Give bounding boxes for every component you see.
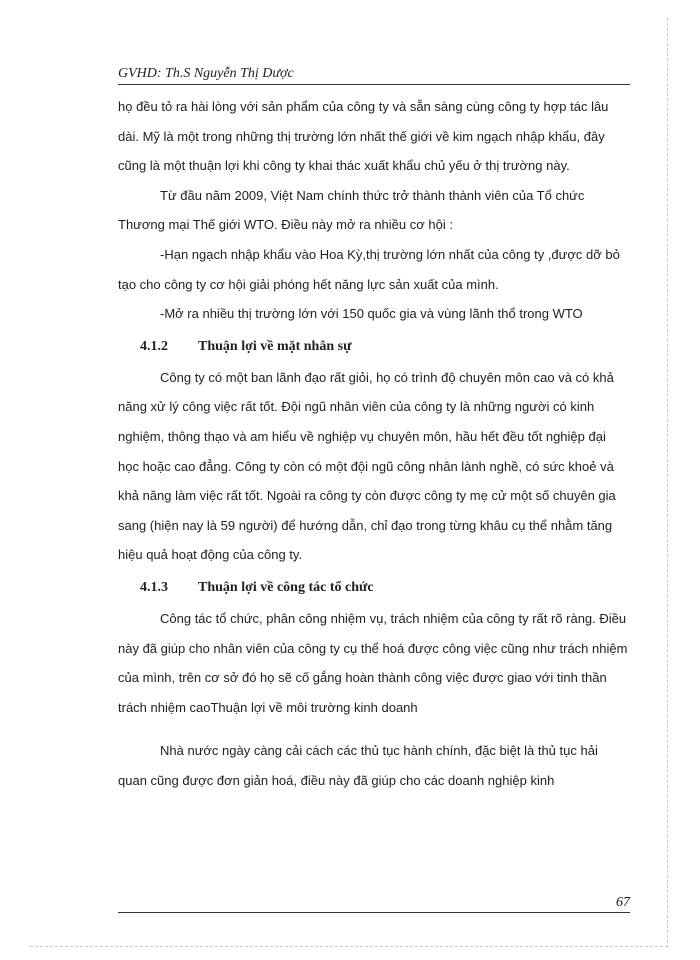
paragraph: Công ty có một ban lãnh đạo rất giỏi, họ có trình độ chuyên môn cao và có khả năng xử lý công việc rất tốt. Đội ngũ nhân viên của công ty là những người có kinh nghiệm, thông thạo và am hiểu về nghiệp vụ chuyên môn, hầu hết đều tốt nghiệp đại học hoặc cao đẳng. Công ty còn có một đội ngũ công nhân lành nghề, có sức khoẻ và khả năng làm việc rất tốt. Ngoài ra công ty còn được công ty mẹ cử một số chuyên gia sang (hiện nay là 59 người) để hướng dẫn, chỉ đạo trong từng khâu cụ thể nhằm tăng hiệu quả hoạt động của công ty.: [118, 369, 616, 563]
paragraph-gap: [118, 722, 628, 736]
header-supervisor: GVHD: Th.S Nguyễn Thị Dược: [118, 66, 294, 81]
section-heading-4-1-2: [140, 333, 628, 361]
page-footer: [118, 893, 630, 913]
paragraph: -Hạn ngạch nhập khẩu vào Hoa Kỳ,thị trường lớn nhất của công ty ,được dỡ bỏ tạo cho công ty cơ hội giải phóng hết năng lực sản xuất của mình.: [118, 246, 620, 292]
paragraph: Công tác tổ chức, phân công nhiệm vụ, trách nhiệm của công ty rất rõ ràng. Điều này đã giúp cho nhân viên của công ty cụ thể hoá được công việc cũng như trách nhiệm của mình, trên cơ sở đó họ sẽ cố gắng hoàn thành công việc được giao với tinh thần trách nhiệm caoThuận lợi về môi trường kinh doanh: [118, 610, 628, 715]
paragraph: -Mở ra nhiều thị trường lớn với 150 quốc gia và vùng lãnh thổ trong WTO: [160, 306, 583, 322]
section-number: 4.1.3: [140, 579, 168, 595]
document-body: [118, 92, 628, 795]
section-heading-4-1-3: [140, 574, 628, 602]
section-title: Thuận lợi về công tác tổ chức: [198, 579, 374, 595]
section-number: 4.1.2: [140, 338, 168, 354]
page-bottom-border: [30, 946, 668, 947]
section-title: Thuận lợi về mặt nhân sự: [198, 338, 352, 354]
paragraph: Từ đầu năm 2009, Việt Nam chính thức trở thành thành viên của Tổ chức Thương mại Thế giới WTO. Điều này mở ra nhiều cơ hội :: [118, 187, 585, 233]
page-number: 67: [616, 895, 630, 910]
paragraph: Nhà nước ngày càng cải cách các thủ tục hành chính, đặc biệt là thủ tục hải quan cũng được đơn giản hoá, điều này đã giúp cho các doanh nghiệp kinh: [118, 743, 598, 788]
page-header: [118, 64, 630, 85]
paragraph: họ đều tỏ ra hài lòng với sản phẩm của công ty và sẵn sàng cùng công ty hợp tác lâu dài. Mỹ là một trong những thị trường lớn nhất thế giới về kim ngạch nhập khẩu, đây cũng là một thuận lợi khi công ty khai thác xuất khẩu chủ yếu ở thị trường này.: [118, 99, 609, 174]
